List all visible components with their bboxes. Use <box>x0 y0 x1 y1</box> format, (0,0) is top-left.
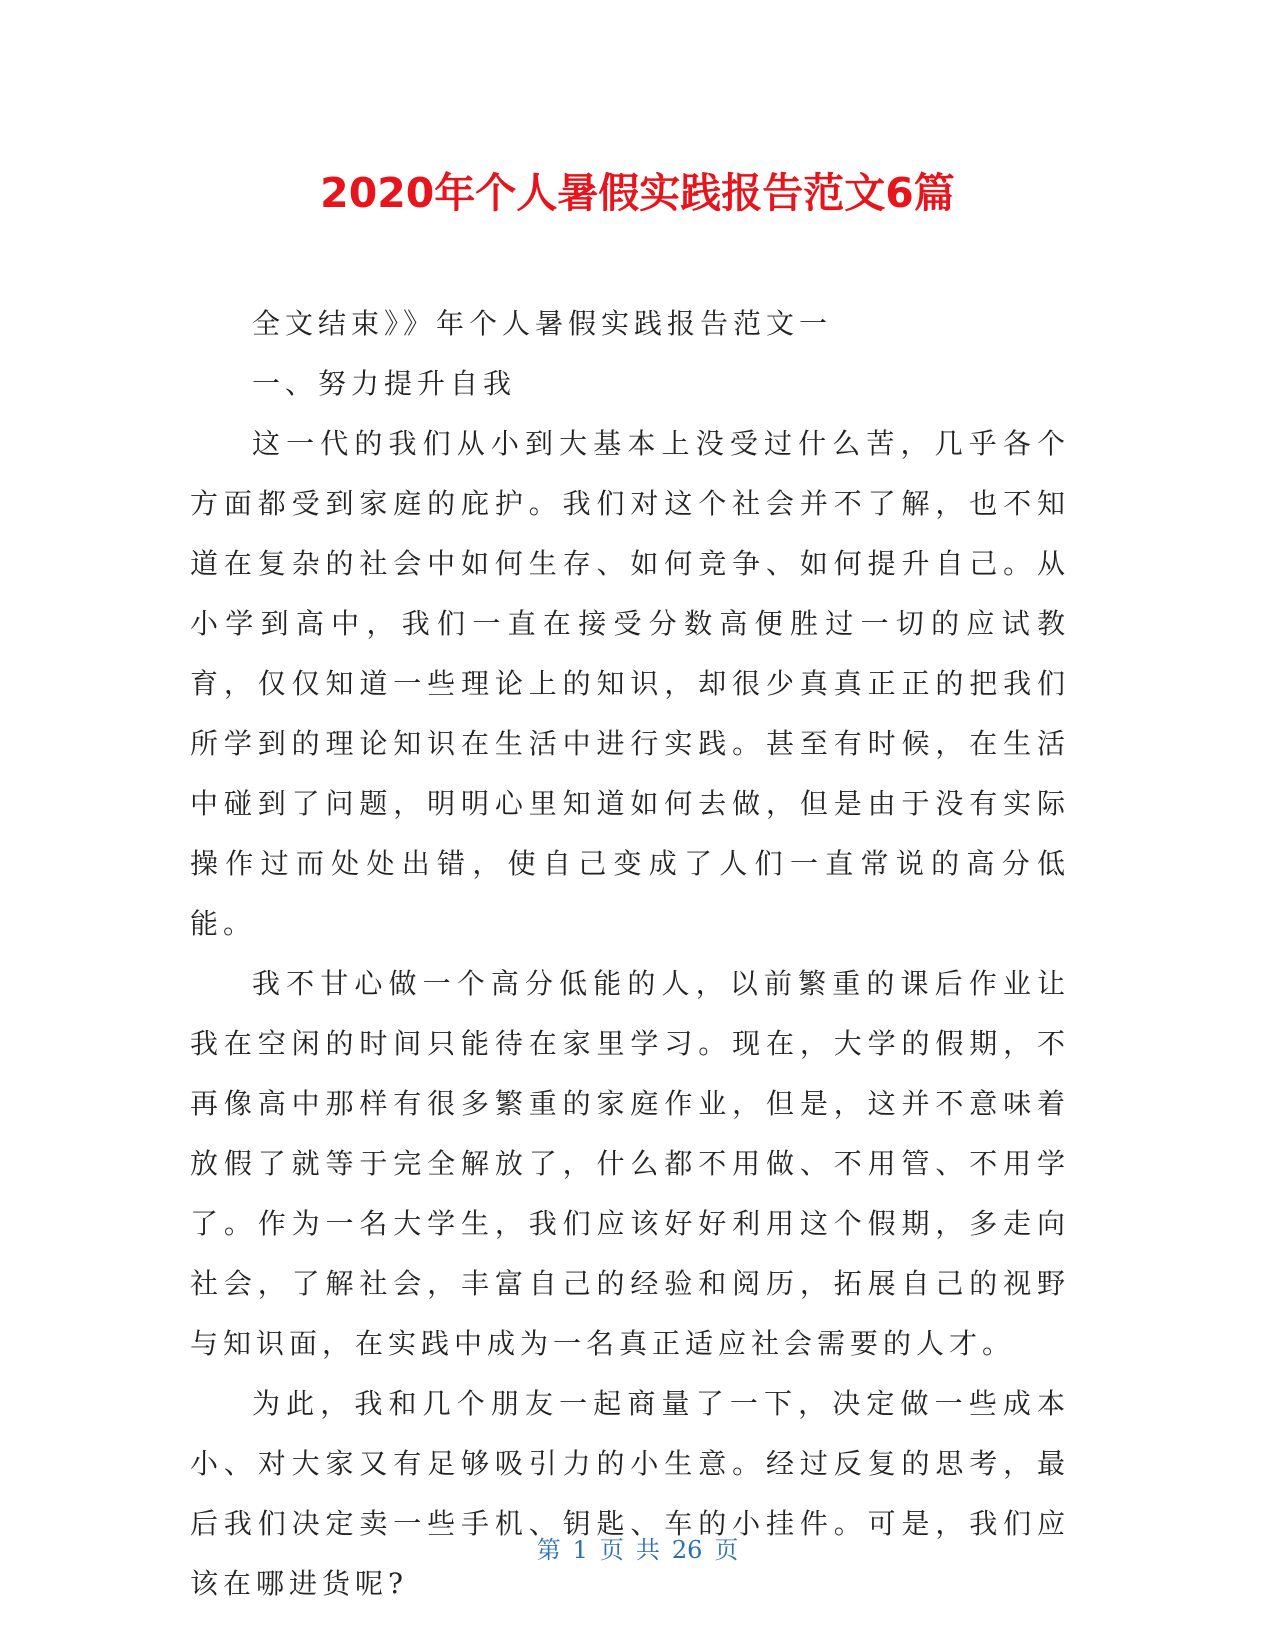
paragraph-intro: 全文结束》》年个人暑假实践报告范文一 <box>252 307 833 340</box>
footer-current-page: 1 <box>572 1536 588 1564</box>
footer-total-pages: 26 <box>671 1536 703 1564</box>
document-body <box>190 294 1070 1614</box>
paragraph: 这一代的我们从小到大基本上没受过什么苦，几乎各个方面都受到家庭的庇护。我们对这个社会并不了解，也不知道在复杂的社会中如何生存、如何竞争、如何提升自己。从小学到高中，我们一直在接受分数高便胜过一切的应试教育，仅仅知道一些理论上的知识，却很少真真正正的把我们所学到的理论知识在生活中进行实践。甚至有时候，在生活中碰到了问题，明明心里知道如何去做，但是由于没有实际操作过而处处出错，使自己变成了人们一直常说的高分低能。 <box>190 427 1070 940</box>
footer-page-word: 页 <box>599 1536 624 1564</box>
page-footer <box>0 1530 1275 1570</box>
footer-prefix: 第 <box>536 1536 561 1564</box>
document-title: 2020年个人暑假实践报告范文6篇 <box>320 169 955 217</box>
section-heading: 一、努力提升自我 <box>252 367 517 400</box>
paragraph: 为此，我和几个朋友一起商量了一下，决定做一些成本小、对大家又有足够吸引力的小生意。经过反复的思考，最后我们决定卖一些手机、钥匙、车的小挂件。可是，我们应该在哪进货呢? <box>190 1387 1070 1600</box>
footer-suffix: 页 <box>714 1536 739 1564</box>
footer-total-prefix: 共 <box>635 1536 660 1564</box>
paragraph: 我不甘心做一个高分低能的人，以前繁重的课后作业让我在空闲的时间只能待在家里学习。现在，大学的假期，不再像高中那样有很多繁重的家庭作业，但是，这并不意味着放假了就等于完全解放了，什么都不用做、不用管、不用学了。作为一名大学生，我们应该好好利用这个假期，多走向社会，了解社会，丰富自己的经验和阅历，拓展自己的视野与知识面，在实践中成为一名真正适应社会需要的人才。 <box>190 967 1070 1360</box>
